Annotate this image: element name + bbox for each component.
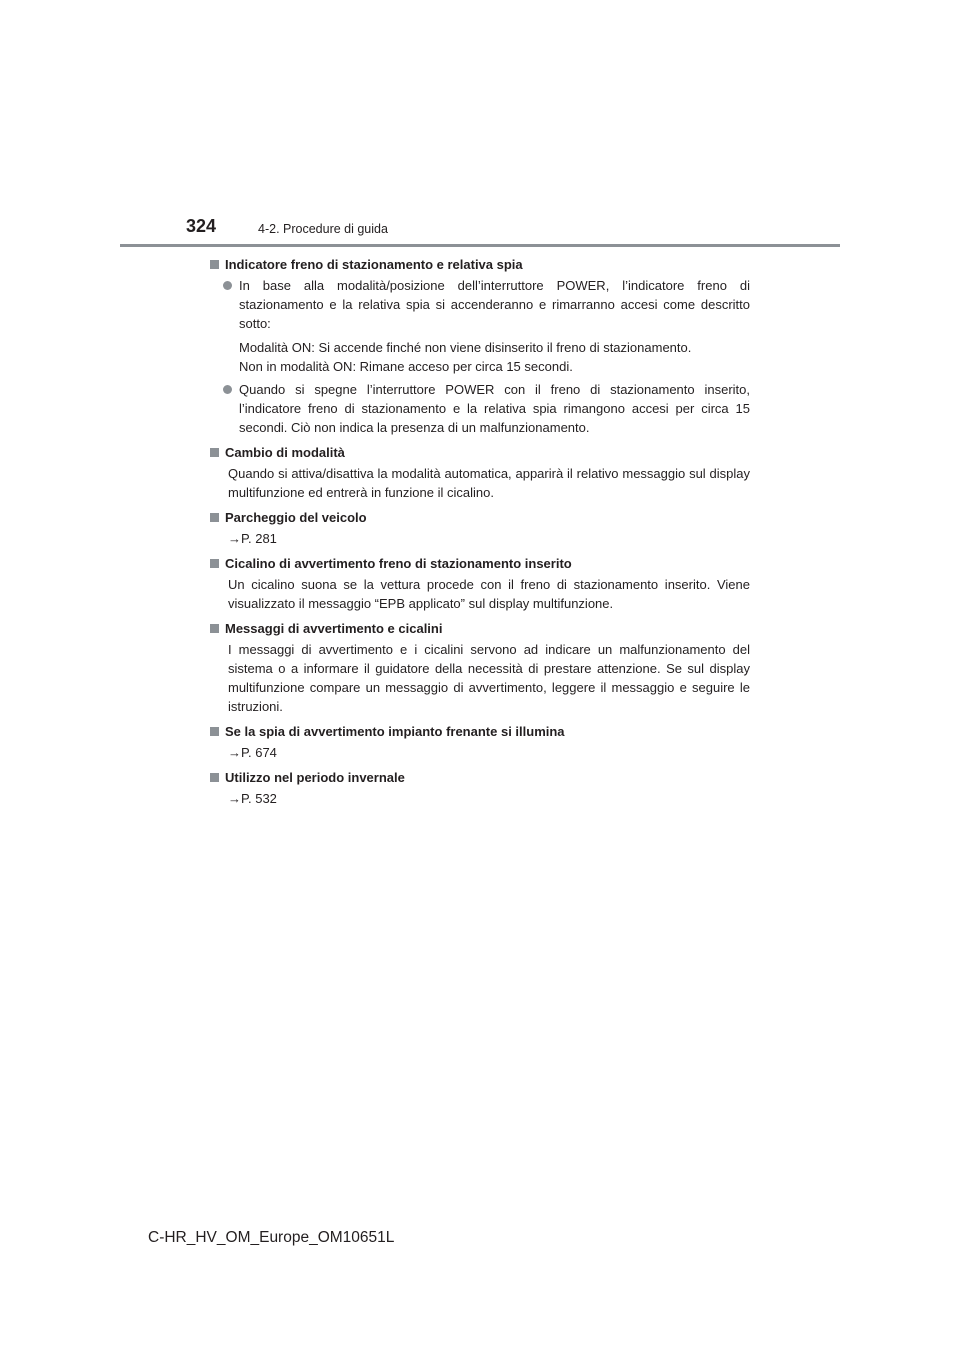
heading-text: Messaggi di avvertimento e cicalini bbox=[225, 621, 443, 636]
page-reference-link[interactable]: →P. 674 bbox=[228, 745, 277, 760]
page-content bbox=[210, 255, 750, 814]
square-bullet-icon bbox=[210, 773, 219, 782]
page-reference-link[interactable]: →P. 532 bbox=[228, 791, 277, 806]
mode-description bbox=[210, 338, 750, 376]
section-parking-brake-indicator bbox=[210, 255, 750, 437]
square-bullet-icon bbox=[210, 727, 219, 736]
page-reference-link[interactable]: →P. 281 bbox=[228, 531, 277, 546]
list-item-text: Quando si spegne l’interruttore POWER con il freno di stazionamento inserito, l’indicatore freno di stazionamento e la relativa spia rimangono accesi per circa 15 secondi. Ciò non indica la presenza di un malfunzionamento. bbox=[239, 382, 750, 435]
header-divider bbox=[120, 244, 840, 247]
round-bullet-icon bbox=[223, 385, 232, 394]
section-heading bbox=[210, 554, 750, 573]
section-heading bbox=[210, 619, 750, 638]
section-heading bbox=[210, 768, 750, 787]
section-heading bbox=[210, 508, 750, 527]
mode-off-line: Non in modalità ON: Rimane acceso per circa 15 secondi. bbox=[239, 359, 573, 374]
section-parking-brake-buzzer bbox=[210, 554, 750, 613]
square-bullet-icon bbox=[210, 260, 219, 269]
section-heading bbox=[210, 443, 750, 462]
heading-text: Se la spia di avvertimento impianto frenante si illumina bbox=[225, 724, 565, 739]
page-number: 324 bbox=[186, 216, 217, 236]
section-warning-messages bbox=[210, 619, 750, 716]
square-bullet-icon bbox=[210, 624, 219, 633]
section-mode-change bbox=[210, 443, 750, 502]
heading-text: Cicalino di avvertimento freno di stazionamento inserito bbox=[225, 556, 572, 571]
section-body: Quando si attiva/disattiva la modalità automatica, apparirà il relativo messaggio sul display multifunzione ed entrerà in funzione il cicalino. bbox=[228, 466, 750, 500]
section-heading bbox=[210, 255, 750, 274]
list-item bbox=[210, 276, 750, 333]
square-bullet-icon bbox=[210, 559, 219, 568]
heading-text: Indicatore freno di stazionamento e relativa spia bbox=[225, 257, 523, 272]
heading-text: Utilizzo nel periodo invernale bbox=[225, 770, 405, 785]
document-id: C-HR_HV_OM_Europe_OM10651L bbox=[148, 1229, 395, 1246]
list-item-text: In base alla modalità/posizione dell’interruttore POWER, l’indicatore freno di stazionamento e la relativa spia si accenderanno e rimarranno accesi come descritto sotto: bbox=[239, 278, 750, 331]
section-body: Un cicalino suona se la vettura procede con il freno di stazionamento inserito. Viene visualizzato il messaggio “EPB applicato” sul display multifunzione. bbox=[228, 577, 750, 611]
section-brake-warning-light bbox=[210, 722, 750, 762]
section-vehicle-parking bbox=[210, 508, 750, 548]
section-body: I messaggi di avvertimento e i cicalini servono ad indicare un malfunzionamento del sistema o a informare il guidatore della necessità di prestare attenzione. Se sul display multifunzione compare un messaggio di avvertimento, leggere il messaggio e seguire le istruzioni. bbox=[228, 642, 750, 714]
mode-on-line: Modalità ON: Si accende finché non viene disinserito il freno di stazionamento. bbox=[239, 340, 692, 355]
square-bullet-icon bbox=[210, 448, 219, 457]
section-heading bbox=[210, 722, 750, 741]
list-item bbox=[210, 380, 750, 437]
square-bullet-icon bbox=[210, 513, 219, 522]
heading-text: Cambio di modalità bbox=[225, 445, 345, 460]
section-title: 4-2. Procedure di guida bbox=[258, 222, 388, 236]
heading-text: Parcheggio del veicolo bbox=[225, 510, 367, 525]
round-bullet-icon bbox=[223, 281, 232, 290]
section-winter-use bbox=[210, 768, 750, 808]
